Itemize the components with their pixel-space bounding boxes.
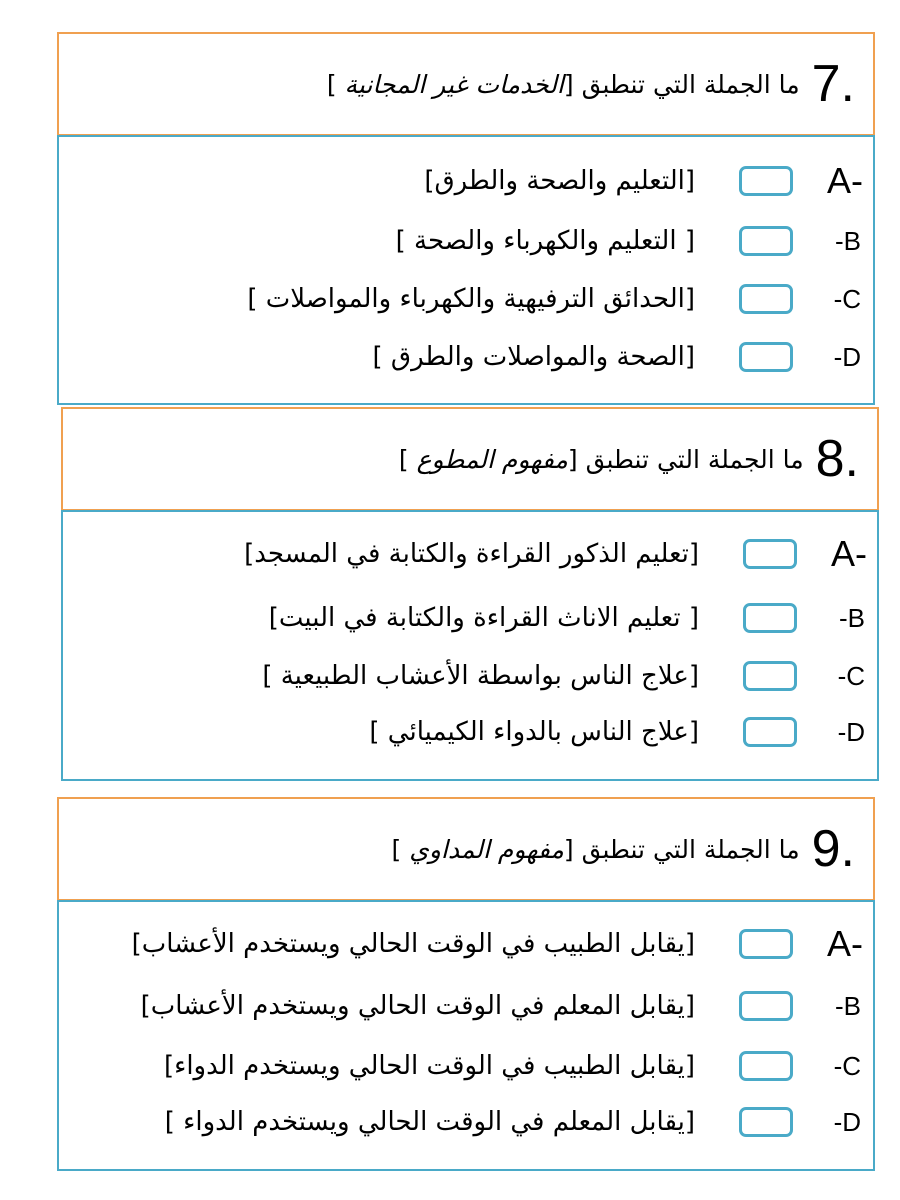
option-8-b-checkbox[interactable]: [743, 603, 797, 633]
option-7-d-text: [الصحة والمواصلات والطرق ]: [372, 342, 695, 372]
option-8-b-text: [ تعليم الاناث القراءة والكتابة في البيت]: [268, 603, 699, 633]
option-8-a-text: [تعليم الذكور القراءة والكتابة في المسجد]: [244, 539, 699, 569]
question-7-topic: الخدمات غير المجانية: [344, 69, 564, 99]
option-8-a-letter: A-: [831, 533, 867, 574]
option-7-b-checkbox[interactable]: [739, 226, 793, 256]
option-7-d-letter: -D: [833, 342, 861, 372]
option-9-c: [59, 1044, 873, 1088]
option-8-d-letter: -D: [837, 717, 865, 747]
question-7-text: ما الجملة التي تنطبق [الخدمات غير المجانية ]: [326, 69, 800, 99]
option-9-d-letter: -D: [833, 1107, 861, 1137]
question-9-number: 9.: [811, 820, 855, 878]
question-7-header: [57, 32, 875, 136]
option-9-d-text: [يقابل المعلم في الوقت الحالي ويستخدم الدواء ]: [164, 1107, 695, 1137]
option-9-d-checkbox[interactable]: [739, 1107, 793, 1137]
option-7-c-text: [الحدائق الترفيهية والكهرباء والمواصلات ]: [247, 284, 695, 314]
option-8-d: [63, 710, 877, 754]
option-9-b-text: [يقابل المعلم في الوقت الحالي ويستخدم الأعشاب]: [140, 991, 695, 1021]
option-9-c-text: [يقابل الطبيب في الوقت الحالي ويستخدم الدواء]: [163, 1051, 695, 1081]
option-8-c: [63, 654, 877, 698]
option-8-c-checkbox[interactable]: [743, 661, 797, 691]
option-9-a: [59, 922, 873, 966]
option-9-b-checkbox[interactable]: [739, 991, 793, 1021]
option-9-b: [59, 984, 873, 1028]
question-9-topic: مفهوم المداوي: [409, 834, 564, 864]
option-8-c-letter: -C: [837, 661, 865, 691]
option-7-a-checkbox[interactable]: [739, 166, 793, 196]
option-8-b-letter: -B: [839, 603, 865, 633]
option-7-b-letter: -B: [835, 226, 861, 256]
option-7-b: [59, 219, 873, 263]
question-8-topic: مفهوم المطوع: [416, 444, 568, 474]
option-7-c-letter: -C: [833, 284, 861, 314]
question-8-answers: [61, 510, 879, 781]
option-8-b: [63, 596, 877, 640]
option-9-a-text: [يقابل الطبيب في الوقت الحالي ويستخدم الأعشاب]: [131, 929, 695, 959]
option-9-c-letter: -C: [833, 1051, 861, 1081]
option-7-a-letter: A-: [827, 160, 863, 201]
option-8-a: [63, 532, 877, 576]
question-8-text: ما الجملة التي تنطبق [مفهوم المطوع ]: [398, 444, 804, 474]
question-9-text: ما الجملة التي تنطبق [مفهوم المداوي ]: [391, 834, 800, 864]
question-9-header: [57, 797, 875, 901]
question-7-number: 7.: [811, 55, 855, 113]
option-8-a-checkbox[interactable]: [743, 539, 797, 569]
option-9-c-checkbox[interactable]: [739, 1051, 793, 1081]
option-9-b-letter: -B: [835, 991, 861, 1021]
option-7-c-checkbox[interactable]: [739, 284, 793, 314]
option-9-a-checkbox[interactable]: [739, 929, 793, 959]
option-8-c-text: [علاج الناس بواسطة الأعشاب الطبيعية ]: [262, 661, 699, 691]
question-8-header: [61, 407, 879, 511]
question-7-answers: [57, 135, 875, 405]
question-8-number: 8.: [815, 430, 859, 488]
option-9-a-letter: A-: [827, 923, 863, 964]
option-7-c: [59, 277, 873, 321]
option-7-d-checkbox[interactable]: [739, 342, 793, 372]
option-8-d-text: [علاج الناس بالدواء الكيميائي ]: [369, 717, 699, 747]
option-7-a-text: [التعليم والصحة والطرق]: [424, 166, 695, 196]
option-9-d: [59, 1100, 873, 1144]
question-9-answers: [57, 900, 875, 1171]
option-8-d-checkbox[interactable]: [743, 717, 797, 747]
option-7-b-text: [ التعليم والكهرباء والصحة ]: [395, 226, 695, 256]
option-7-d: [59, 335, 873, 379]
option-7-a: [59, 159, 873, 203]
